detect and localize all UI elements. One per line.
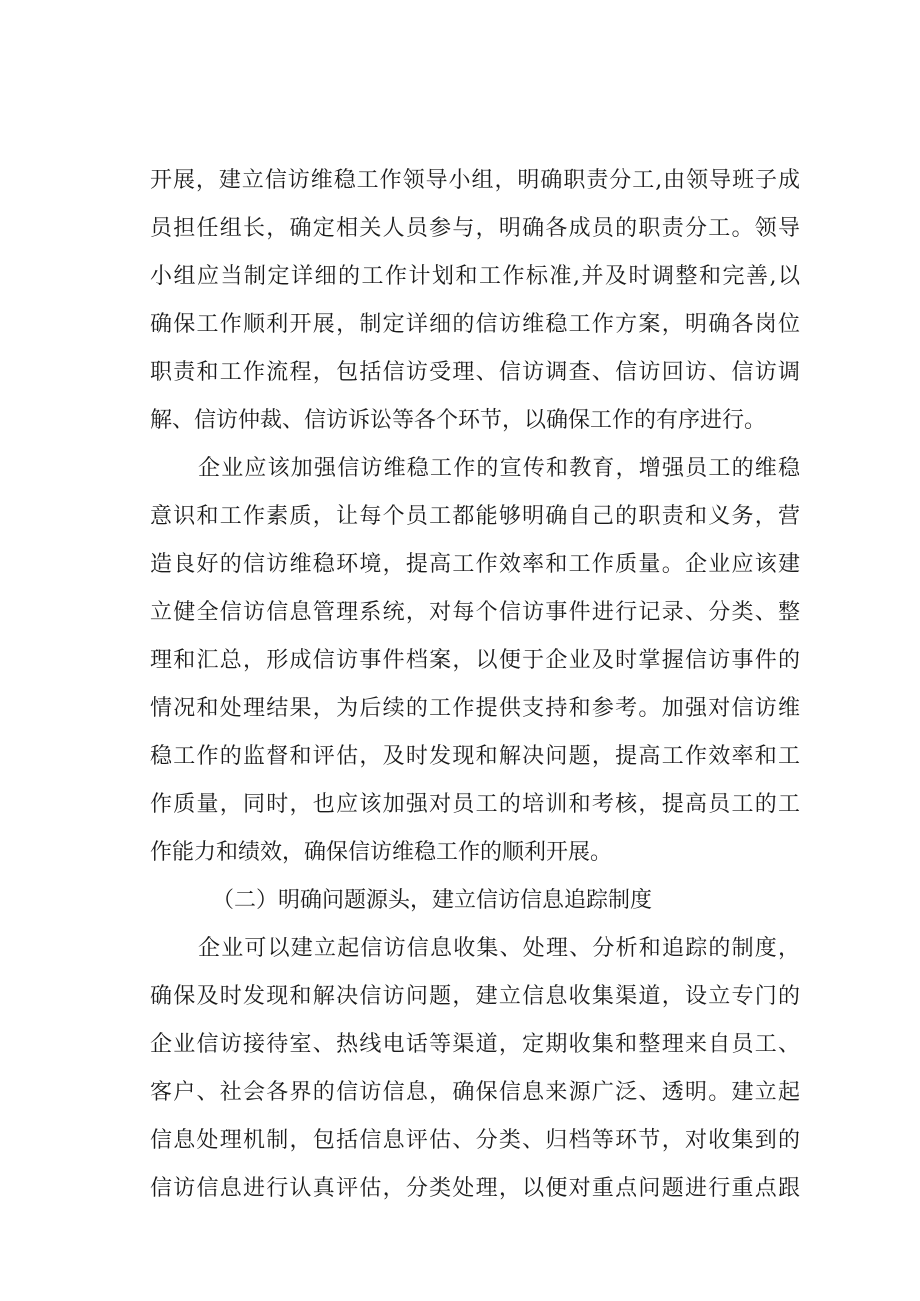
paragraph-line: 信访信息进行认真评估，分类处理，以便对重点问题进行重点跟 bbox=[150, 1176, 800, 1201]
paragraph-line: 作质量，同时，也应该加强对员工的培训和考核，提高员工的工 bbox=[150, 792, 800, 817]
paragraph-line: 企业应该加强信访维稳工作的宣传和教育，增强员工的维稳 bbox=[198, 456, 800, 481]
paragraph-line: 确保工作顺利开展，制定详细的信访维稳工作方案，明确各岗位 bbox=[150, 312, 800, 337]
paragraph-line: 意识和工作素质，让每个员工都能够明确自己的职责和义务，营 bbox=[150, 504, 800, 529]
paragraph-line: 员担任组长，确定相关人员参与，明确各成员的职责分工。领导 bbox=[150, 216, 800, 241]
paragraph-line: 开展，建立信访维稳工作领导小组，明确职责分工,由领导班子成 bbox=[150, 168, 800, 193]
paragraph-line: 小组应当制定详细的工作计划和工作标准,并及时调整和完善,以 bbox=[150, 264, 800, 289]
paragraph-line: 解、信访仲裁、信访诉讼等各个环节，以确保工作的有序进行。 bbox=[150, 408, 767, 433]
paragraph-line: 客户、社会各界的信访信息，确保信息来源广泛、透明。建立起 bbox=[150, 1080, 800, 1105]
section-heading: （二）明确问题源头，建立信访信息追踪制度 bbox=[212, 888, 653, 913]
paragraph-line: 理和汇总，形成信访事件档案，以便于企业及时掌握信访事件的 bbox=[150, 648, 800, 673]
paragraph-line: 造良好的信访维稳环境，提高工作效率和工作质量。企业应该建 bbox=[150, 552, 800, 577]
paragraph-line: 作能力和绩效，确保信访维稳工作的顺利开展。 bbox=[150, 840, 613, 865]
paragraph-line: 信息处理机制，包括信息评估、分类、归档等环节，对收集到的 bbox=[150, 1128, 800, 1153]
paragraph-line: 立健全信访信息管理系统，对每个信访事件进行记录、分类、整 bbox=[150, 600, 800, 625]
paragraph-line: 职责和工作流程，包括信访受理、信访调查、信访回访、信访调 bbox=[150, 360, 800, 385]
paragraph-line: 企业可以建立起信访信息收集、处理、分析和追踪的制度， bbox=[198, 936, 800, 961]
paragraph-line: 稳工作的监督和评估，及时发现和解决问题，提高工作效率和工 bbox=[150, 744, 800, 769]
paragraph-line: 企业信访接待室、热线电话等渠道，定期收集和整理来自员工、 bbox=[150, 1032, 800, 1057]
paragraph-line: 情况和处理结果，为后续的工作提供支持和参考。加强对信访维 bbox=[150, 696, 800, 721]
paragraph-line: 确保及时发现和解决信访问题，建立信息收集渠道，设立专门的 bbox=[150, 984, 800, 1009]
